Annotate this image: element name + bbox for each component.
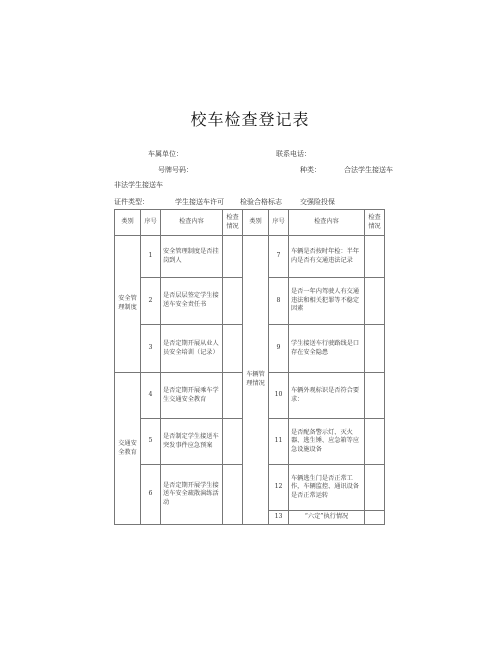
row-no: 2 <box>141 278 161 325</box>
unit-field <box>148 149 183 159</box>
row-content: 是否定期开展从业人员安全培训（记录） <box>161 325 223 373</box>
row-content: 是否定期开展学生接送车安全疏散演练活动 <box>161 465 223 525</box>
row-content: 是否层层签定学生接送车安全责任书 <box>161 278 223 325</box>
type-illegal: 非法学生接送车 <box>114 181 163 189</box>
row-content: 学生接送车行驶路线是口存在安全隐患 <box>289 325 365 373</box>
cert-option-inspection: 检验合格标志 <box>240 198 282 206</box>
row-no: 10 <box>269 373 289 419</box>
status-cell[interactable] <box>365 278 385 325</box>
row-content: 安全管理制度是否挂岗到人 <box>161 236 223 278</box>
row-content: 车辆外观标识是否符合要求： <box>289 373 365 419</box>
header-content: 检查内容 <box>161 210 223 236</box>
row-no: 4 <box>141 373 161 419</box>
category-safety: 安全管理制度 <box>115 236 141 373</box>
category-vehicle: 车辆管理情况 <box>243 236 269 525</box>
row-no: 13 <box>269 511 289 525</box>
status-cell[interactable] <box>223 419 243 465</box>
row-content: 是否制定学生接送车突发事件应急预案 <box>161 419 223 465</box>
page-title: 校车检查登记表 <box>190 110 310 129</box>
status-cell[interactable] <box>365 373 385 419</box>
header-status: 检查情况 <box>223 210 243 236</box>
row-no: 1 <box>141 236 161 278</box>
row-no: 9 <box>269 325 289 373</box>
row-content: 车辆是否按时年检：半年内是否有交通违法记录 <box>289 236 365 278</box>
plate-label: 号牌号码： <box>158 166 193 174</box>
table-row <box>115 236 385 278</box>
row-content: 是否定期开展乘车学生交通安全教育 <box>161 373 223 419</box>
row-no: 6 <box>141 465 161 525</box>
header-category-right: 类别 <box>243 210 269 236</box>
phone-label: 联系电话： <box>276 150 311 158</box>
status-cell[interactable] <box>365 511 385 525</box>
status-cell[interactable] <box>365 465 385 511</box>
unit-label: 车属单位 <box>148 150 176 158</box>
row-no: 3 <box>141 325 161 373</box>
row-no: 12 <box>269 465 289 511</box>
status-cell[interactable] <box>223 465 243 525</box>
unit-separator: ： <box>176 150 183 158</box>
category-education: 交通安全教育 <box>115 373 141 525</box>
status-cell[interactable] <box>365 325 385 373</box>
cert-label: 证件类型： <box>114 198 149 206</box>
row-no: 7 <box>269 236 289 278</box>
status-cell[interactable] <box>223 325 243 373</box>
row-content: 是否配备警示灯、灭火器、逃生锤、应急箱等应急设施设备 <box>289 419 365 465</box>
header-content-right: 检查内容 <box>289 210 365 236</box>
row-content: 车辆逃生门是否正常工作，车辆监控、通讯设备是否正常运转 <box>289 465 365 511</box>
status-cell[interactable] <box>365 419 385 465</box>
type-label: 种类： <box>300 166 321 174</box>
row-content: 是否一年内驾驶人有交通违法和相关犯罪等不稳定因素 <box>289 278 365 325</box>
header-status-right: 检查情况 <box>365 210 385 236</box>
status-cell[interactable] <box>223 236 243 278</box>
status-cell[interactable] <box>223 278 243 325</box>
inspection-table <box>114 209 385 525</box>
row-no: 11 <box>269 419 289 465</box>
row-no: 5 <box>141 419 161 465</box>
header-no-right: 序号 <box>269 210 289 236</box>
cert-option-insurance: 交强险投保 <box>300 198 335 206</box>
type-legal: 合法学生接送车 <box>344 166 393 174</box>
row-content: “六定”执行情况 <box>289 511 365 525</box>
header-no: 序号 <box>141 210 161 236</box>
row-no: 8 <box>269 278 289 325</box>
header-category: 类别 <box>115 210 141 236</box>
cert-option-permit: 学生接送车许可 <box>175 198 224 206</box>
status-cell[interactable] <box>365 236 385 278</box>
table-header-row <box>115 210 385 236</box>
status-cell[interactable] <box>223 373 243 419</box>
